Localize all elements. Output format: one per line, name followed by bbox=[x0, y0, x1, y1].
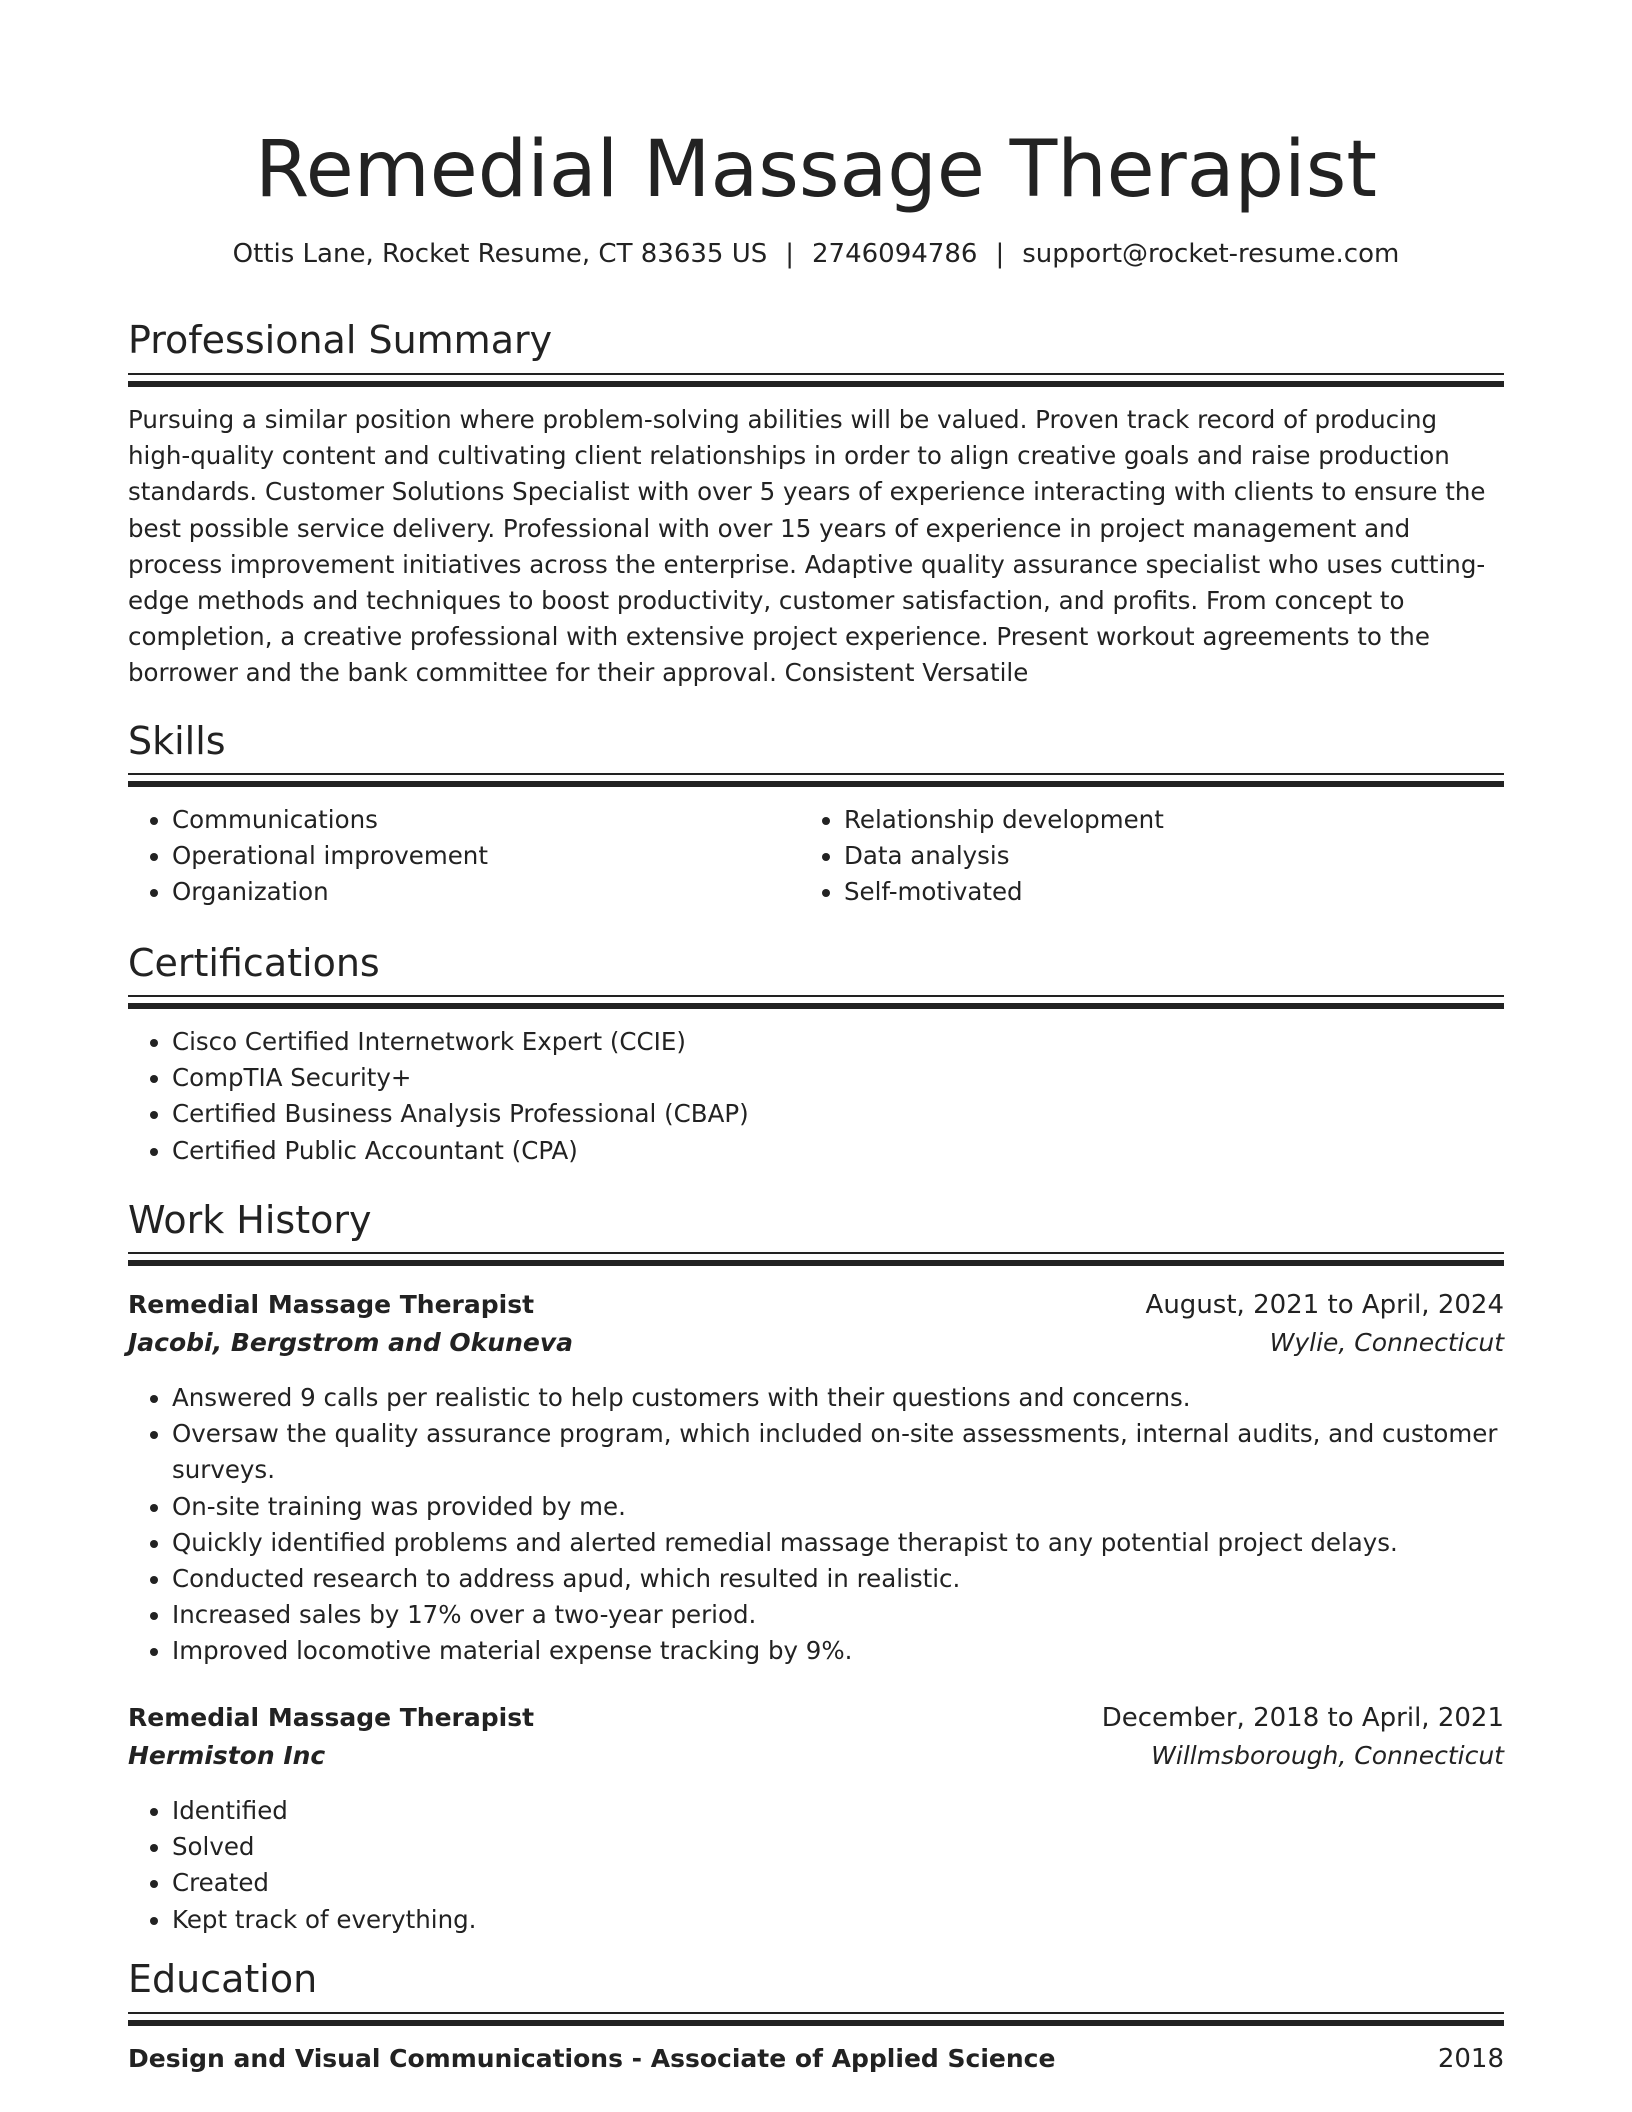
section-heading-summary: Professional Summary bbox=[128, 318, 553, 362]
job-bullets bbox=[128, 1380, 1506, 1670]
job-dates: December, 2018 to April, 2021 bbox=[1101, 1703, 1504, 1733]
section-divider bbox=[128, 773, 1504, 786]
contact-line bbox=[0, 236, 1632, 272]
skills-list-right bbox=[800, 802, 1444, 911]
certification-item: • Certified Public Accountant (CPA) bbox=[172, 1133, 1502, 1169]
section-divider bbox=[128, 1252, 1504, 1265]
education-year: 2018 bbox=[1437, 2044, 1504, 2074]
job-bullet: • Conducted research to address apud, which resulted in realistic. bbox=[172, 1561, 1506, 1597]
job-title: Remedial Massage Therapist bbox=[128, 1290, 535, 1319]
skill-item: • Relationship development bbox=[844, 802, 1444, 838]
job-bullet: • Identified bbox=[172, 1793, 1506, 1829]
skill-item: • Communications bbox=[172, 802, 772, 838]
contact-phone[interactable]: 2746094786 bbox=[812, 239, 978, 269]
job-bullet: • Increased sales by 17% over a two-year period. bbox=[172, 1597, 1506, 1633]
job-bullets bbox=[128, 1793, 1506, 1938]
certification-item: • Certified Business Analysis Professional (CBAP) bbox=[172, 1096, 1502, 1132]
section-heading-education: Education bbox=[128, 1957, 318, 2001]
job-company: Hermiston Inc bbox=[128, 1741, 326, 1770]
skill-item: • Operational improvement bbox=[172, 838, 772, 874]
certifications-list bbox=[128, 1024, 1502, 1169]
job-bullet: • On-site training was provided by me. bbox=[172, 1489, 1506, 1525]
job-location: Wylie, Connecticut bbox=[1269, 1328, 1504, 1357]
job-title: Remedial Massage Therapist bbox=[128, 1703, 535, 1732]
job-location: Willmsborough, Connecticut bbox=[1151, 1741, 1504, 1770]
skills-list-left bbox=[128, 802, 772, 911]
section-heading-certifications: Certifications bbox=[128, 941, 380, 985]
skill-item: • Data analysis bbox=[844, 838, 1444, 874]
contact-separator: | bbox=[785, 239, 795, 269]
job-bullet: • Kept track of everything. bbox=[172, 1902, 1506, 1938]
section-heading-skills: Skills bbox=[128, 719, 226, 763]
resume-title: Remedial Massage Therapist bbox=[255, 125, 1377, 215]
contact-address: Ottis Lane, Rocket Resume, CT 83635 US bbox=[232, 239, 768, 269]
job-bullet: • Improved locomotive material expense tracking by 9%. bbox=[172, 1633, 1506, 1669]
contact-separator: | bbox=[995, 239, 1005, 269]
job-bullet: • Created bbox=[172, 1865, 1506, 1901]
job-bullet: • Quickly identified problems and alerted remedial massage therapist to any potential project delays. bbox=[172, 1525, 1506, 1561]
section-divider bbox=[128, 2012, 1504, 2025]
contact-email[interactable]: support@rocket-resume.com bbox=[1022, 239, 1400, 269]
job-bullet: • Solved bbox=[172, 1829, 1506, 1865]
job-dates: August, 2021 to April, 2024 bbox=[1145, 1290, 1504, 1320]
job-bullet: • Oversaw the quality assurance program, which included on-site assessments, internal audits, and customer surveys. bbox=[172, 1416, 1506, 1488]
summary-text: Pursuing a similar position where problem-solving abilities will be valued. Proven track record of producing high-quality content and cultivating client relationships in order to align creative goals and raise production standards. Customer Solutions Specialist with over 5 years of experience interacting with clients to ensure the best possible service delivery. Professional with over 15 years of experience in project management and process improvement initiatives across the enterprise. Adaptive quality assurance specialist who uses cutting-edge methods and techniques to boost productivity, customer satisfaction, and profits. From concept to completion, a creative professional with extensive project experience. Present workout agreements to the borrower and the bank committee for their approval. Consistent Versatile bbox=[128, 405, 1486, 688]
education-degree: Design and Visual Communications - Associate of Applied Science bbox=[128, 2044, 1056, 2073]
section-divider bbox=[128, 373, 1504, 386]
certification-item: • Cisco Certified Internetwork Expert (CCIE) bbox=[172, 1024, 1502, 1060]
job-bullet: • Answered 9 calls per realistic to help customers with their questions and concerns. bbox=[172, 1380, 1506, 1416]
certification-item: • CompTIA Security+ bbox=[172, 1060, 1502, 1096]
section-heading-work: Work History bbox=[128, 1198, 372, 1242]
job-company: Jacobi, Bergstrom and Okuneva bbox=[128, 1328, 574, 1357]
skill-item: • Self-motivated bbox=[844, 874, 1444, 910]
skill-item: • Organization bbox=[172, 874, 772, 910]
section-divider bbox=[128, 995, 1504, 1008]
